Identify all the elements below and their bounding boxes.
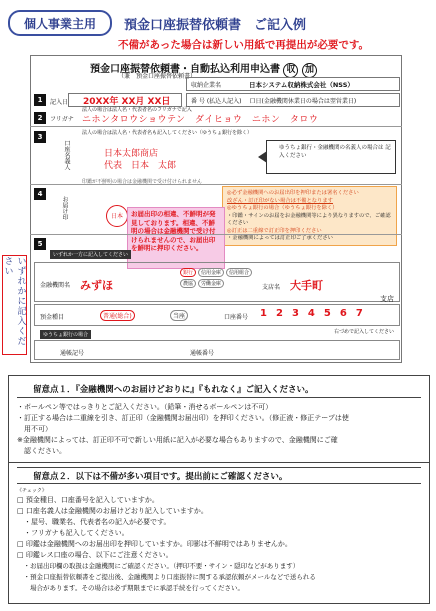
seal-note: 印鑑が不鮮明の場合は金融機関で受け付けられません xyxy=(82,179,203,185)
bank-label: 金融機関名 xyxy=(40,282,71,289)
notice-heading-2: 留意点２．以下は不備が多い項目です。提出前にご確認ください。 xyxy=(17,467,421,484)
account-type-selected[interactable]: 普通(総合) xyxy=(100,310,135,321)
divider xyxy=(30,234,402,235)
business-type-badge: 個人事業主用 xyxy=(8,10,112,36)
bank-type-option[interactable]: 労働金庫 xyxy=(198,279,224,288)
row-number-4: 4 xyxy=(34,188,46,200)
circle-mark: 収 xyxy=(283,63,298,78)
account-digit: 2 xyxy=(275,308,283,319)
branch-label: 支店名 xyxy=(262,284,281,291)
account-digits[interactable] xyxy=(260,308,363,319)
divider xyxy=(30,184,402,185)
check-item: □ 預金種目、口座番号を記入していますか。 xyxy=(17,496,159,504)
circle-mark: 加 xyxy=(302,63,317,78)
date-field[interactable]: 20XX年 XX月 XX日 xyxy=(68,93,182,107)
account-digit: 4 xyxy=(307,308,315,319)
check-item: ・フリガナも記入してください。 xyxy=(17,529,129,537)
account-type-option[interactable]: 当座 xyxy=(170,310,188,321)
branch-suffix: 支店 xyxy=(380,295,394,303)
seal-instructions: ◎必ず金融機関へのお届出印を押印または署名ください 改ざん・訂正印がない場合は不備となります ◎ゆうちょ銀行の場合（ゆうちょ銀行を除く） ・印鑑・サインのお届をお金融機関等により異なりますので、ご確認ください ◎訂正は二重線で訂正印を押印ください ・金融機関によっては訂正印ご了承ください xyxy=(222,186,397,246)
holder-label: 口座名義人 xyxy=(63,140,70,170)
notice-heading-1: 留意点１．『金融機関へのお届けどおりに』『もれなく』ご記入ください。 xyxy=(17,381,421,398)
seal-label: お届け印 xyxy=(61,196,68,220)
bank-name[interactable]: みずほ xyxy=(80,279,113,292)
yucho-note: 右づめで記入してください xyxy=(334,329,395,335)
row-number-1: 1 xyxy=(34,94,46,106)
bank-section-label: いずれか一方に記入してください xyxy=(50,250,131,259)
row-number-2: 2 xyxy=(34,112,46,124)
warning-text: 不備があった場合は新しい用紙で再提出が必要です。 xyxy=(118,39,370,51)
yucho-box xyxy=(34,340,400,360)
row-number-3: 3 xyxy=(34,131,46,143)
notice-line: 認ください。 xyxy=(17,447,66,455)
account-number-label: 口座番号 xyxy=(224,314,249,321)
yucho-label: ゆうちょ銀行の場合 xyxy=(40,330,91,339)
account-digit: 5 xyxy=(323,308,331,319)
notice-line: ・ボールペン等ではっきりとご記入ください。（鉛筆・消せるボールペンは不可） xyxy=(17,403,273,411)
furigana-field[interactable]: ニホンタロウショウテン ダイヒョウ ニホン タロウ xyxy=(82,115,319,125)
check-item: □ 口座名義人は金融機関のお届けどおり記入していますか。 xyxy=(17,507,208,515)
agent-row: 収納企業名 日本システム収納株式会社（NSS） xyxy=(186,77,400,91)
check-item: □ 印鑑は金融機関へのお届出印を押印していますか。印影は不鮮明ではありませんか。 xyxy=(17,540,292,548)
notice-section-2 xyxy=(8,462,430,604)
check-item: 場合があります。その場合は必ず期限までに承認手続を行ってください。 xyxy=(17,584,244,592)
page-title: 預金口座振替依頼書 ご記入例 xyxy=(124,18,307,33)
account-digit: 3 xyxy=(291,308,299,319)
holder-name[interactable]: 日本太郎商店 代表 日本 太郎 xyxy=(104,149,177,171)
yucho-num-label: 通帳番号 xyxy=(190,350,215,357)
account-digit: 1 xyxy=(260,308,267,319)
holder-callout: ゆうちょ銀行・金融機関の名義人の場合は 記入ください xyxy=(266,140,396,174)
date-label: 記入日 xyxy=(50,99,69,106)
check-item: ・お届出印欄の取扱は金融機関にご確認ください。（押印不要・サイン・隠印などがあります） xyxy=(17,562,300,570)
bank-type-options xyxy=(180,268,264,288)
check-item: □ 印鑑レス口座の場合、以下にご注意ください。 xyxy=(17,551,173,559)
holder-note: 法人の場合は法人名・代表者名も記入してください（ゆうちょ銀行を除く） xyxy=(82,130,253,136)
account-digit: 6 xyxy=(339,308,347,319)
branch-name[interactable]: 大手町 xyxy=(290,279,323,292)
docno-row: 番 号 (払込人記入) 口日(金融機関休業日の場合は翌営業日) xyxy=(186,93,400,107)
bank-type-option[interactable]: 信用金庫 xyxy=(198,268,224,277)
account-digit: 7 xyxy=(355,308,363,319)
notice-line: ※金融機関によっては、訂正印不可で新しい用紙に記入が必要な場合もありますので、金融機関にご確 xyxy=(17,436,338,444)
seal-warning: お届出印の相違、不鮮明が発見しております。相違、不鮮明の場合は金融機関で受け付けられませんので、お届出印を鮮明に押印ください。 xyxy=(127,207,225,269)
furigana-label: フリガナ xyxy=(50,116,74,123)
form-subtitle: （兼 預金口座振替依頼書） xyxy=(118,73,197,80)
check-item: ・屋号、職業名、代表者名の記入が必要です。 xyxy=(17,518,171,526)
seal-stamp[interactable]: 日本 xyxy=(106,205,128,227)
notice-line: 用不可） xyxy=(17,425,52,433)
check-label: 《チェック》 xyxy=(17,488,47,494)
furigana-note: 法人の場合は法人名・代表者名のフリガナで記入 xyxy=(82,107,192,113)
row-number-5: 5 xyxy=(34,238,46,250)
divider xyxy=(30,126,402,127)
form-title: 預金口座振替依頼書・自動払込利用申込書 収 加 xyxy=(90,60,317,78)
bank-type-option[interactable]: 銀行 xyxy=(180,268,196,277)
bank-type-option[interactable]: 農協 xyxy=(180,279,196,288)
check-item: ・預金口座振替依頼書をご提出後、金融機関より口座振替に関する承認依頼がメールなどで送られる xyxy=(17,573,316,581)
yucho-code-label: 通帳記号 xyxy=(60,350,85,357)
notice-section-1 xyxy=(8,375,430,463)
notice-line: ・訂正する場合は二重線を引き、訂正印（金融機関お届出印）を押印ください。（修正液・修正テープは使 xyxy=(17,414,349,422)
bank-type-option[interactable]: 信用組合 xyxy=(226,268,252,277)
side-label: いずれかに記入ください xyxy=(2,255,27,355)
account-type-label: 預金種目 xyxy=(40,314,65,321)
